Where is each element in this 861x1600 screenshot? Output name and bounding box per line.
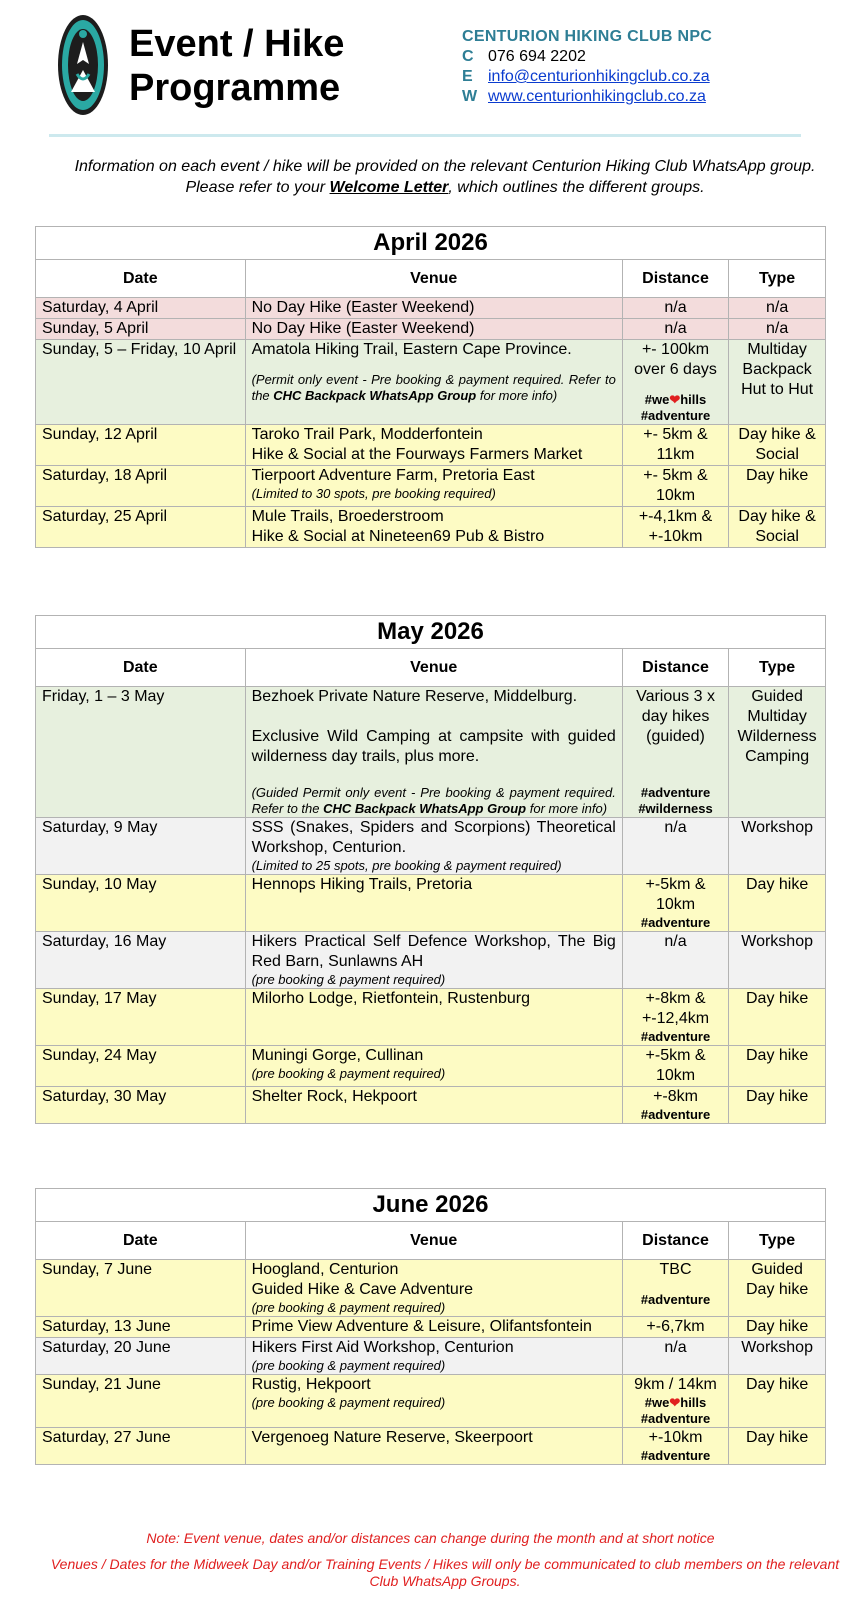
venue-text: Hoogland, Centurion [251,1261,399,1278]
distance-cell: n/a [622,818,728,875]
type-cell: Day hike & Social [729,507,826,548]
intro-after: , which outlines the different groups. [448,179,705,196]
venue-cell [245,818,622,875]
footer-note: Note: Event venue, dates and/or distances can change during the month and at short notice [146,1530,715,1546]
col-venue: Venue [245,260,622,298]
type-cell: Day hike [729,1428,826,1465]
heart-icon: ❤ [669,392,681,407]
venue-text: Amatola Hiking Trail, Eastern Cape Province. [251,341,572,358]
date-cell: Sunday, 5 April [36,319,246,340]
contact-block [462,27,712,107]
venue-cell [245,932,622,989]
table-row [36,932,826,989]
distance-text: TBC [659,1261,692,1278]
intro-text [60,156,830,198]
venue-text: Mule Trails, Broederstroom [251,508,444,525]
venue-subtext: Hike & Social at the Fourways Farmers Market [251,446,583,463]
date-cell: Sunday, 17 May [36,989,246,1046]
distance-cell [622,1428,728,1465]
distance-cell: n/a [622,1338,728,1375]
phone-number: 076 694 2202 [488,48,586,65]
date-cell: Saturday, 27 June [36,1428,246,1465]
type-cell: Day hike [729,989,826,1046]
col-date: Date [36,1222,246,1260]
venue-note: (Permit only event - Pre booking & payment required. Refer to the CHC Backpack WhatsApp Group for more info) [251,372,616,403]
date-cell: Saturday, 13 June [36,1317,246,1338]
venue-cell [245,1046,622,1087]
venue-cell: Shelter Rock, Hekpoort [245,1087,622,1124]
distance-text: +-8km & +-12,4km [641,990,710,1027]
email-row [462,67,712,87]
distance-cell: +-6,7km [622,1317,728,1338]
col-distance: Distance [622,260,728,298]
col-date: Date [36,649,246,687]
date-cell: Sunday, 21 June [36,1375,246,1428]
club-logo-icon [57,14,109,116]
table-row [36,1260,826,1317]
distance-text: +-8km [653,1088,698,1105]
table-row [36,1087,826,1124]
distance-cell [622,1087,728,1124]
table-row [36,687,826,818]
venue-note: (Limited to 25 spots, pre booking & payment required) [251,858,562,873]
distance-cell [622,989,728,1046]
table-row [36,1375,826,1428]
adventure-tag: #adventure [640,1029,711,1044]
venue-note: (pre booking & payment required) [251,1300,446,1315]
footer-note-midweek: Venues / Dates for the Midweek Day and/or Training Events / Hikes will only be communicated to club members on the relevant Club WhatsApp Groups. [50,1556,840,1589]
adventure-tag: #adventure [640,785,711,800]
distance-text: 9km / 14km [634,1376,717,1393]
venue-cell [245,340,622,425]
distance-cell [622,687,728,818]
table-row [36,319,826,340]
venue-cell: Vergenoeg Nature Reserve, Skeerpoort [245,1428,622,1465]
venue-text: Taroko Trail Park, Modderfontein [251,426,483,443]
april-title: April 2026 [36,227,826,260]
venue-cell [245,425,622,466]
email-label: E [462,68,473,85]
distance-cell [622,1260,728,1317]
table-row [36,340,826,425]
june-table [35,1188,826,1465]
table-row [36,1338,826,1375]
table-row [36,1046,826,1087]
may-title: May 2026 [36,616,826,649]
venue-note: (pre booking & payment required) [251,972,446,987]
type-cell: Day hike [729,466,826,507]
adventure-tag: #adventure [640,1411,711,1426]
adventure-tag: #adventure [640,1292,711,1307]
distance-cell [622,1375,728,1428]
type-cell: Workshop [729,818,826,875]
col-venue: Venue [245,649,622,687]
date-cell: Sunday, 24 May [36,1046,246,1087]
venue-text: Hikers First Aid Workshop, Centurion [251,1339,514,1356]
venue-text: Bezhoek Private Nature Reserve, Middelburg. [251,688,578,705]
date-cell: Sunday, 7 June [36,1260,246,1317]
col-type: Type [729,1222,826,1260]
venue-cell: Hennops Hiking Trails, Pretoria [245,875,622,932]
type-cell: Day hike [729,1317,826,1338]
venue-cell [245,1375,622,1428]
type-cell: Multiday Backpack Hut to Hut [729,340,826,425]
intro-before: Information on each event / hike will be provided on the relevant Centurion Hiking Club WhatsApp group. Please refer to your [74,158,816,196]
venue-note: (pre booking & payment required) [251,1066,446,1081]
adventure-tag: #adventure [640,408,711,423]
date-cell: Saturday, 9 May [36,818,246,875]
col-distance: Distance [622,649,728,687]
distance-text: Various 3 x day hikes (guided) [636,688,715,745]
col-type: Type [729,260,826,298]
date-cell: Saturday, 16 May [36,932,246,989]
may-table [35,615,826,1124]
date-cell: Sunday, 5 – Friday, 10 April [36,340,246,425]
distance-cell: n/a [622,932,728,989]
phone-row [462,47,712,67]
venue-subtext: Hike & Social at Nineteen69 Pub & Bistro [251,528,545,545]
distance-text: +-10km [648,1429,703,1446]
venue-cell [245,687,622,818]
adventure-tag: #adventure [640,1107,711,1122]
date-cell: Saturday, 25 April [36,507,246,548]
email-link[interactable]: info@centurionhikingclub.co.za [488,68,710,85]
table-row [36,466,826,507]
venue-note: (pre booking & payment required) [251,1395,446,1410]
april-table [35,226,826,548]
venue-note: (Limited to 30 spots, pre booking required) [251,486,496,501]
venue-cell: No Day Hike (Easter Weekend) [245,298,622,319]
date-cell: Saturday, 18 April [36,466,246,507]
table-row [36,1317,826,1338]
distance-cell: +- 5km & 11km [622,425,728,466]
date-cell: Saturday, 20 June [36,1338,246,1375]
adventure-tag: #adventure [640,1448,711,1463]
distance-cell: n/a [622,298,728,319]
type-cell: Guided Day hike [729,1260,826,1317]
phone-label: C [462,48,474,65]
type-cell: Workshop [729,932,826,989]
type-cell: Day hike [729,1046,826,1087]
website-link[interactable]: www.centurionhikingclub.co.za [488,88,706,105]
venue-text: Muningi Gorge, Cullinan [251,1047,424,1064]
page-title [129,22,344,110]
type-cell: Guided Multiday Wilderness Camping [729,687,826,818]
venue-subtext: Exclusive Wild Camping at campsite with guided wilderness day trails, plus more. [251,728,616,765]
website-label: W [462,88,478,105]
col-distance: Distance [622,1222,728,1260]
distance-cell: n/a [622,319,728,340]
venue-cell [245,507,622,548]
type-cell: Day hike & Social [729,425,826,466]
col-venue: Venue [245,1222,622,1260]
venue-note: (pre booking & payment required) [251,1358,446,1373]
venue-text: Rustig, Hekpoort [251,1376,371,1393]
venue-cell: Milorho Lodge, Rietfontein, Rustenburg [245,989,622,1046]
table-row [36,425,826,466]
adventure-tag: #adventure [640,915,711,930]
type-cell: Workshop [729,1338,826,1375]
distance-cell: +-5km & 10km [622,1046,728,1087]
distance-cell [622,875,728,932]
venue-text: Hikers Practical Self Defence Workshop, The Big Red Barn, Sunlawns AH [251,933,616,970]
wilderness-tag: #wilderness [638,801,713,816]
title-line-1: Event / Hike [129,23,345,65]
date-cell: Sunday, 12 April [36,425,246,466]
distance-cell [622,340,728,425]
distance-cell: +- 5km & 10km [622,466,728,507]
website-row [462,87,712,107]
type-cell: n/a [729,298,826,319]
page-header [0,0,861,196]
col-type: Type [729,649,826,687]
venue-cell [245,466,622,507]
heart-icon: ❤ [669,1395,681,1410]
distance-text: +- 100km over 6 days [634,341,717,378]
type-cell: Day hike [729,875,826,932]
venue-note: (Guided Permit only event - Pre booking & payment required. Refer to the CHC Backpack WhatsApp Group for more info) [251,785,616,816]
table-row [36,1428,826,1465]
venue-cell [245,1338,622,1375]
distance-cell: +-4,1km & +-10km [622,507,728,548]
welcome-letter-link[interactable]: Welcome Letter [329,179,449,196]
table-row [36,989,826,1046]
title-line-2: Programme [129,67,341,109]
we-love-hills-tag: #we❤hills [644,392,707,407]
club-name: CENTURION HIKING CLUB NPC [462,28,713,45]
header-divider [49,134,801,137]
we-love-hills-tag: #we❤hills [644,1395,707,1410]
type-cell: n/a [729,319,826,340]
type-cell: Day hike [729,1375,826,1428]
table-row [36,818,826,875]
date-cell: Saturday, 30 May [36,1087,246,1124]
table-row [36,507,826,548]
table-row [36,875,826,932]
venue-subtext: Guided Hike & Cave Adventure [251,1281,474,1298]
venue-cell [245,1260,622,1317]
date-cell: Friday, 1 – 3 May [36,687,246,818]
venue-text: Tierpoort Adventure Farm, Pretoria East [251,467,535,484]
type-cell: Day hike [729,1087,826,1124]
col-date: Date [36,260,246,298]
venue-cell: Prime View Adventure & Leisure, Olifantsfontein [245,1317,622,1338]
date-cell: Sunday, 10 May [36,875,246,932]
venue-cell: No Day Hike (Easter Weekend) [245,319,622,340]
venue-text: SSS (Snakes, Spiders and Scorpions) Theoretical Workshop, Centurion. [251,819,616,856]
date-cell: Saturday, 4 April [36,298,246,319]
june-title: June 2026 [36,1189,826,1222]
table-row [36,298,826,319]
distance-text: +-5km & 10km [645,876,706,913]
